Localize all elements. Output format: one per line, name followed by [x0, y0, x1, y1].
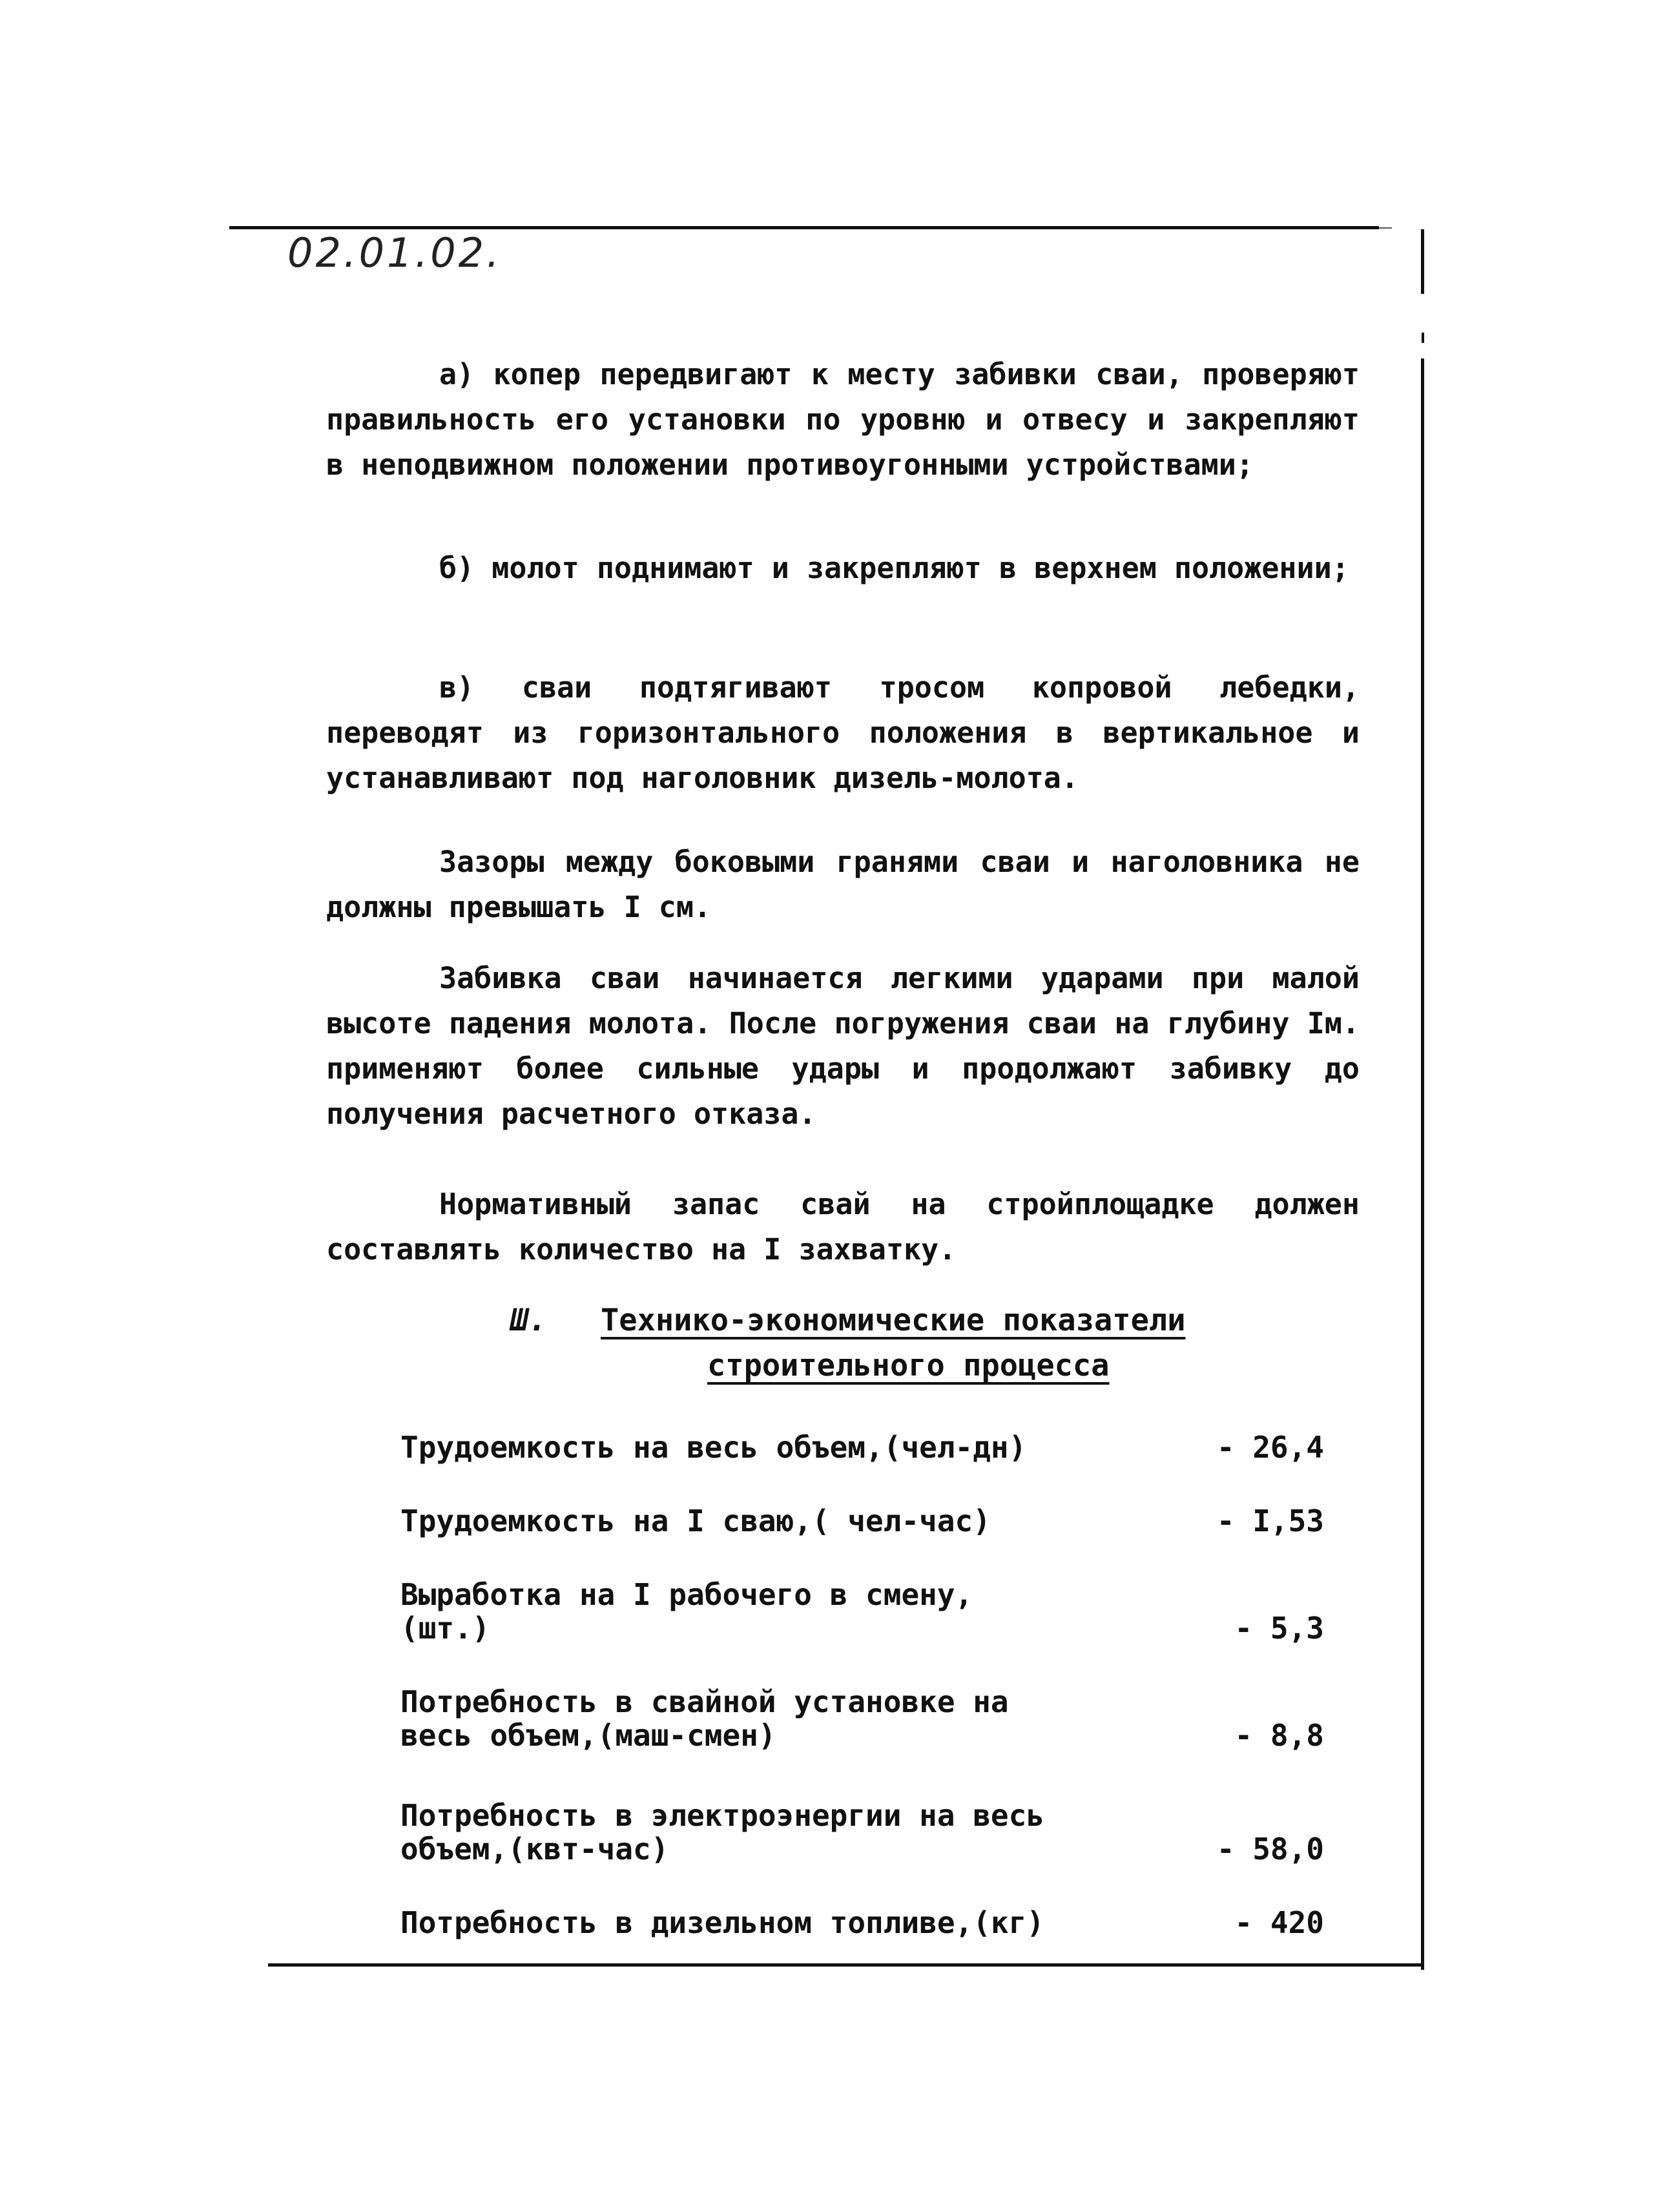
indicators-list [400, 1431, 1324, 1939]
section-title-line2: строительного процесса [707, 1348, 1110, 1383]
paragraph-gaps [326, 840, 1360, 930]
indicator-row [400, 1685, 1324, 1752]
indicator-value: - I,53 [1216, 1504, 1324, 1538]
indicator-row [400, 1431, 1324, 1464]
indicator-label: Потребность в дизельном топливе,(кг) [400, 1905, 1044, 1940]
indicator-value: - 26,4 [1216, 1430, 1324, 1465]
step-a [326, 352, 1360, 488]
paragraph-reserve-text: Нормативный запас свай на стройплощадке должен составлять количество на I захватку. [326, 1187, 1360, 1266]
right-rule [1421, 358, 1424, 1970]
paragraph-gaps-text: Зазоры между боковыми гранями сваи и наголовника не должны превышать I см. [326, 845, 1360, 924]
right-rule-mark [1422, 333, 1424, 343]
indicator-row [400, 1578, 1324, 1645]
indicator-value: - 8,8 [1234, 1718, 1324, 1753]
paragraph-driving-text: Забивка сваи начинается легкими ударами при малой высоте падения молота. После погружения сваи на глубину Iм. применяют более сильные удары и продолжают забивку до получения расчетного отказа. [326, 961, 1360, 1131]
indicator-row [400, 1504, 1324, 1538]
step-v-text: в) сваи подтягивают тросом копровой лебедки, переводят из горизонтального положения в вертикальное и устанавливают под наголовник дизель-молота. [326, 670, 1360, 795]
indicator-row [400, 1906, 1324, 1939]
top-rule-tail [1379, 227, 1392, 229]
section-title-line1: Технико-экономические показатели [601, 1303, 1186, 1338]
indicator-value: - 420 [1234, 1905, 1324, 1940]
indicator-value: - 58,0 [1216, 1832, 1324, 1866]
step-v [326, 665, 1360, 801]
indicator-label: Трудоемкость на весь объем,(чел-дн) [400, 1430, 1027, 1465]
step-b [326, 546, 1360, 591]
indicator-label: Потребность в электроэнергии на весь объем,(квт-час) [400, 1798, 1044, 1866]
section-number: Ш. [510, 1303, 547, 1338]
indicator-row [400, 1799, 1324, 1866]
indicator-value: - 5,3 [1234, 1611, 1324, 1646]
right-rule-upper [1421, 229, 1424, 294]
step-b-text: б) молот поднимают и закрепляют в верхнем положении; [439, 551, 1349, 585]
indicator-label: Выработка на I рабочего в смену,(шт.) [400, 1577, 973, 1646]
indicator-label: Трудоемкость на I сваю,( чел-час) [400, 1504, 991, 1538]
indicator-label: Потребность в свайной установке на весь объем,(маш-смен) [400, 1684, 1009, 1753]
bottom-rule [268, 1963, 1424, 1967]
paragraph-driving [326, 956, 1360, 1137]
document-code: 02.01.02. [287, 229, 502, 276]
paragraph-reserve [326, 1182, 1360, 1272]
step-a-text: а) копер передвигают к месту забивки сваи, проверяют правильность его установки по уровню и отвесу и закрепляют в неподвижном положении противоугонными устройствами; [326, 357, 1360, 482]
